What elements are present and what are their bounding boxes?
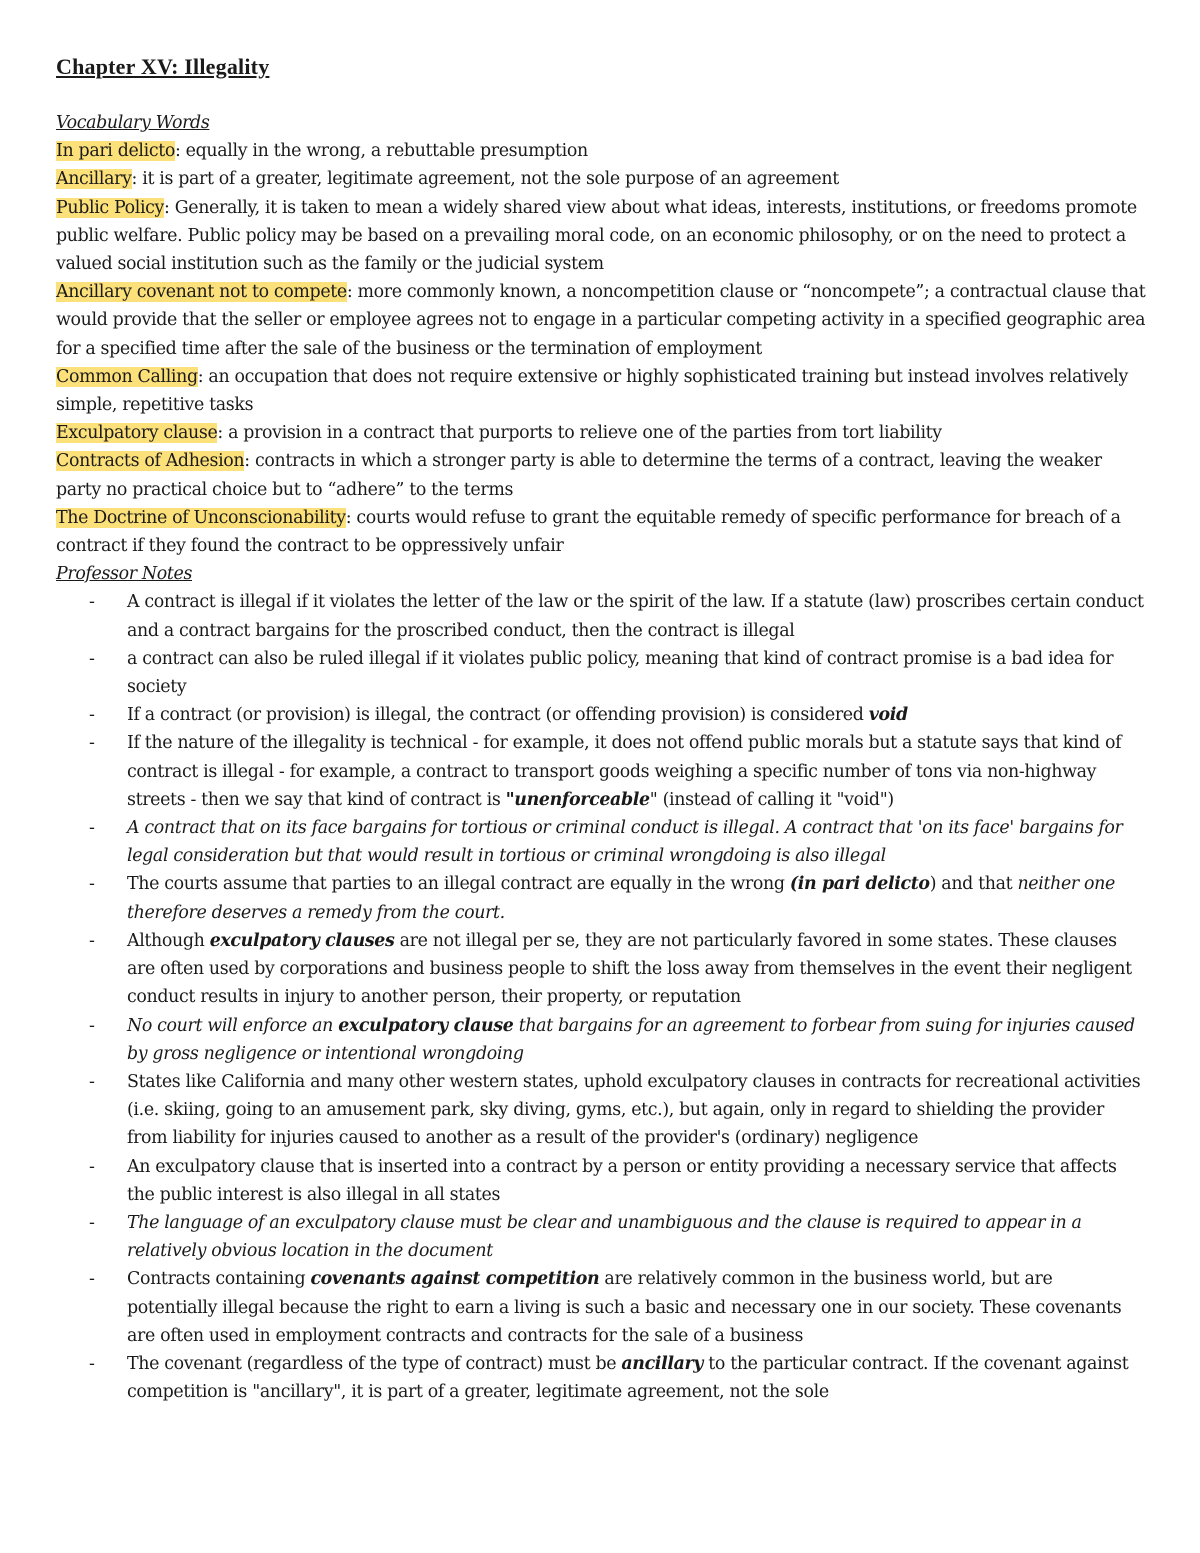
note-text: If a contract (or provision) is illegal, the contract (or offending provision) is considered — [127, 705, 869, 726]
vocab-definition: : Generally, it is taken to mean a widely shared view about what ideas, interests, institutions, or freedoms promote public welfare. Public policy may be based on a prevailing moral code, on an economic philosophy, or on the need to protect a valued social institution such as the family or the judicial system — [56, 197, 1137, 275]
note-item — [56, 1265, 1146, 1350]
note-item — [56, 1012, 1146, 1068]
note-item — [56, 588, 1146, 644]
note-emphasis: ancillary — [621, 1353, 704, 1374]
vocab-definition: : an occupation that does not require extensive or highly sophisticated training but instead involves relatively simple, repetitive tasks — [56, 366, 1128, 416]
note-item — [56, 1153, 1146, 1209]
note-text: The courts assume that parties to an illegal contract are equally in the wrong — [127, 874, 790, 895]
note-text: A contract is illegal if it violates the letter of the law or the spirit of the law. If a statute (law) proscribes certain conduct and a contract bargains for the proscribed conduct, then the contract is illegal — [127, 592, 1144, 641]
bullet-dash: - — [89, 705, 95, 726]
vocabulary-list — [56, 137, 1146, 560]
vocab-definition: : equally in the wrong, a rebuttable presumption — [175, 141, 588, 162]
vocab-definition: : a provision in a contract that purports to relieve one of the parties from tort liability — [217, 423, 942, 444]
note-text: Although — [127, 930, 210, 951]
bullet-dash: - — [89, 1212, 95, 1233]
document-page — [56, 52, 1146, 1406]
note-text: " (instead of calling it "void") — [649, 789, 894, 810]
note-item — [56, 729, 1146, 814]
note-text-italic: No court will enforce an — [127, 1015, 339, 1036]
note-emphasis: (in pari delicto — [789, 874, 930, 895]
vocab-definition: : contracts in which a stronger party is able to determine the terms of a contract, leaving the weaker party no practical choice but to “adhere” to the terms — [56, 451, 1102, 500]
note-emphasis: exculpatory clauses — [209, 930, 395, 951]
bullet-dash: - — [89, 1071, 95, 1092]
note-item — [56, 701, 1146, 729]
vocab-item — [56, 363, 1146, 419]
vocabulary-heading: Vocabulary Words — [56, 113, 210, 133]
bullet-dash: - — [89, 592, 95, 613]
note-emphasis: "unenforceable — [505, 789, 650, 810]
note-emphasis: covenants against competition — [310, 1269, 600, 1290]
bullet-dash: - — [89, 1015, 95, 1036]
note-text: States like California and many other western states, uphold exculpatory clauses in contracts for recreational activities (i.e. skiing, going to an amusement park, sky diving, gyms, etc.), but again, only in regard to shielding the provider from liability for injuries caused to another as a result of the provider's (ordinary) negligence — [127, 1071, 1141, 1149]
note-text: ) and that — [929, 874, 1018, 895]
note-text: An exculpatory clause that is inserted into a contract by a person or entity providing a necessary service that affects the public interest is also illegal in all states — [127, 1156, 1117, 1205]
vocab-term: Common Calling — [56, 366, 198, 387]
bullet-dash: - — [89, 930, 95, 951]
note-item — [56, 870, 1146, 926]
note-item — [56, 814, 1146, 870]
bullet-dash: - — [89, 1269, 95, 1290]
page-title: Chapter XV: Illegality — [56, 54, 270, 79]
vocab-definition: : more commonly known, a noncompetition clause or “noncompete”; a contractual clause that would provide that the seller or employee agrees not to engage in a particular competing activity in a specified geographic area for a specified time after the sale of the business or the termination of employment — [56, 282, 1146, 359]
note-text: are relatively common in the business world, but are potentially illegal because the right to earn a living is such a basic and necessary one in our society. These covenants are often used in employment contracts and contracts for the sale of a business — [127, 1269, 1122, 1346]
bullet-dash: - — [89, 818, 95, 839]
note-text-italic: neither one therefore deserves a remedy from the court. — [127, 874, 1115, 923]
note-emphasis: void — [868, 705, 908, 726]
note-emphasis: exculpatory clause — [338, 1015, 514, 1036]
vocab-item — [56, 137, 1146, 165]
note-text-italic: that bargains for an agreement to forbear from suing for injuries caused by gross negligence or intentional wrongdoing — [127, 1015, 1135, 1064]
vocab-term: Ancillary covenant not to compete — [56, 282, 347, 303]
note-text-italic: The language of an exculpatory clause must be clear and unambiguous and the clause is required to appear in a relatively obvious location in the document — [127, 1212, 1082, 1262]
bullet-dash: - — [89, 1353, 95, 1374]
vocab-item — [56, 504, 1146, 560]
vocab-item — [56, 447, 1146, 503]
note-item — [56, 927, 1146, 1012]
vocab-item — [56, 165, 1146, 193]
bullet-dash: - — [89, 1156, 95, 1177]
professor-notes-list — [56, 588, 1146, 1406]
vocab-term: Exculpatory clause — [56, 423, 218, 444]
note-item — [56, 1350, 1146, 1406]
title-spacer — [56, 82, 1146, 109]
vocab-term: Ancillary — [56, 169, 132, 190]
note-text: to the particular contract. If the covenant against competition is "ancillary", it is part of a greater, legitimate agreement, not the sole — [127, 1353, 1129, 1403]
vocab-item — [56, 194, 1146, 279]
vocab-definition: : it is part of a greater, legitimate agreement, not the sole purpose of an agreement — [131, 169, 839, 190]
note-text: are not illegal per se, they are not particularly favored in some states. These clauses are often used by corporations and business people to shift the loss away from themselves in the event their negligent conduct results in injury to another person, their property, or reputation — [127, 930, 1132, 1008]
note-text: A contract that on its face bargains for tortious or criminal conduct is illegal. A contract that 'on its face' bargains for legal consideration but that would result in tortious or criminal wrongdoing is also illegal — [127, 818, 1123, 867]
vocab-definition: : courts would refuse to grant the equitable remedy of specific performance for breach of a contract if they found the contract to be oppressively unfair — [56, 507, 1121, 557]
note-item — [56, 1209, 1146, 1265]
note-item — [56, 645, 1146, 701]
professor-notes-heading: Professor Notes — [56, 564, 193, 585]
note-text: The covenant (regardless of the type of contract) must be — [127, 1353, 622, 1374]
vocab-term: In pari delicto — [56, 141, 175, 162]
vocab-item — [56, 419, 1146, 447]
vocab-term: The Doctrine of Unconscionability — [56, 507, 346, 528]
note-text: Contracts containing — [127, 1269, 311, 1290]
note-text: If the nature of the illegality is technical - for example, it does not offend public morals but a statute says that kind of contract is illegal - for example, a contract to transport goods weighing a specific number of tons via non-highway streets - then we say that kind of contract is — [127, 733, 1122, 810]
bullet-dash: - — [89, 648, 95, 669]
note-item — [56, 1068, 1146, 1153]
note-text: a contract can also be ruled illegal if it violates public policy, meaning that kind of contract promise is a bad idea for society — [127, 648, 1114, 698]
vocab-item — [56, 278, 1146, 363]
bullet-dash: - — [89, 733, 95, 754]
vocab-term: Public Policy — [56, 197, 165, 218]
vocab-term: Contracts of Adhesion — [56, 451, 245, 472]
bullet-dash: - — [89, 874, 95, 895]
